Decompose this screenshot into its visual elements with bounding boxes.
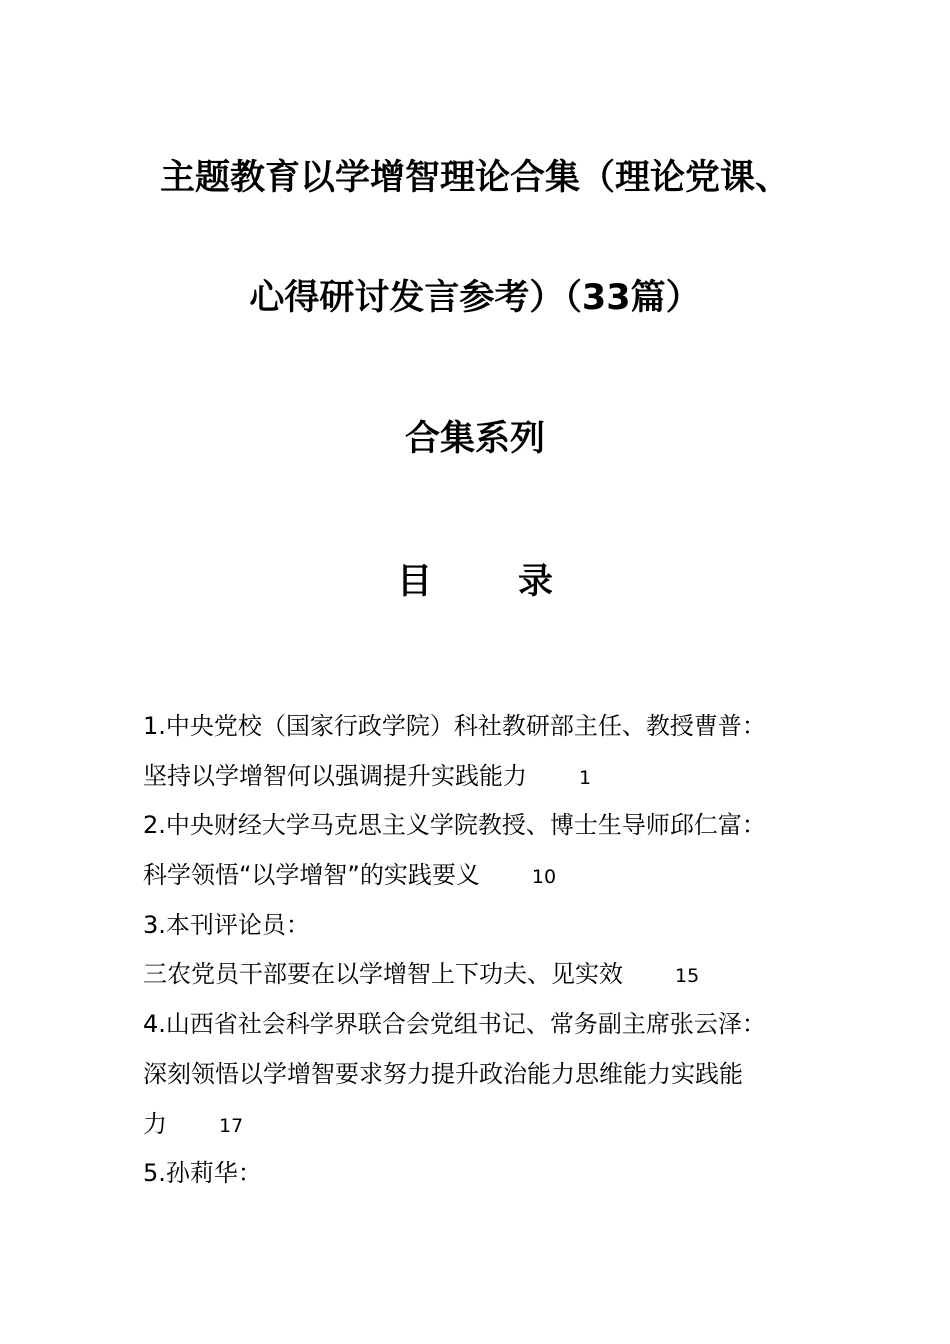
- toc-entry-1-title: [143, 752, 823, 802]
- toc-entry-4-heading: 4.山西省社会科学界联合会党组书记、常务副主席张云泽：: [143, 1010, 766, 1039]
- document-title-line-1: 主题教育以学增智理论合集（理论党课、: [159, 158, 790, 198]
- toc-entry-title: 科学领悟“以学增智”的实践要义: [143, 861, 480, 890]
- toc-entry-5-heading: 5.孙莉华：: [143, 1159, 262, 1188]
- toc-page-number: 17: [219, 1114, 244, 1137]
- toc-entry-1-heading: 1.中央党校（国家行政学院）科社教研部主任、教授曹普：: [143, 712, 766, 740]
- toc-entry-title: 力: [143, 1109, 167, 1138]
- toc-heading: [0, 560, 950, 604]
- toc-entry-4-title-cont: [143, 1100, 823, 1150]
- toc-page-number: 10: [531, 866, 557, 889]
- toc-entry-title: 三农党员干部要在以学增智上下功夫、见实效: [143, 960, 623, 989]
- toc-entry-2-title: [143, 851, 823, 901]
- toc-entry-2-heading: 2.中央财经大学马克思主义学院教授、博士生导师邱仁富：: [143, 811, 766, 840]
- toc-entry-title: 坚持以学增智何以强调提升实践能力: [143, 761, 527, 790]
- toc-entry-4-title: 深刻领悟以学增智要求努力提升政治能力思维能力实践能: [143, 1059, 743, 1088]
- toc-entry-3-title: [143, 950, 823, 1000]
- toc-heading-left: 目: [396, 562, 432, 602]
- toc-page-number: 15: [675, 965, 700, 988]
- toc-page-number: 1: [579, 766, 592, 789]
- toc-entry-3-heading: 3.本刊评论员：: [143, 910, 310, 939]
- series-label: 合集系列: [404, 419, 545, 459]
- document-title-line-2: 心得研讨发言参考）（33篇）: [249, 278, 701, 318]
- table-of-contents: [143, 702, 823, 1199]
- toc-heading-right: 录: [518, 562, 554, 602]
